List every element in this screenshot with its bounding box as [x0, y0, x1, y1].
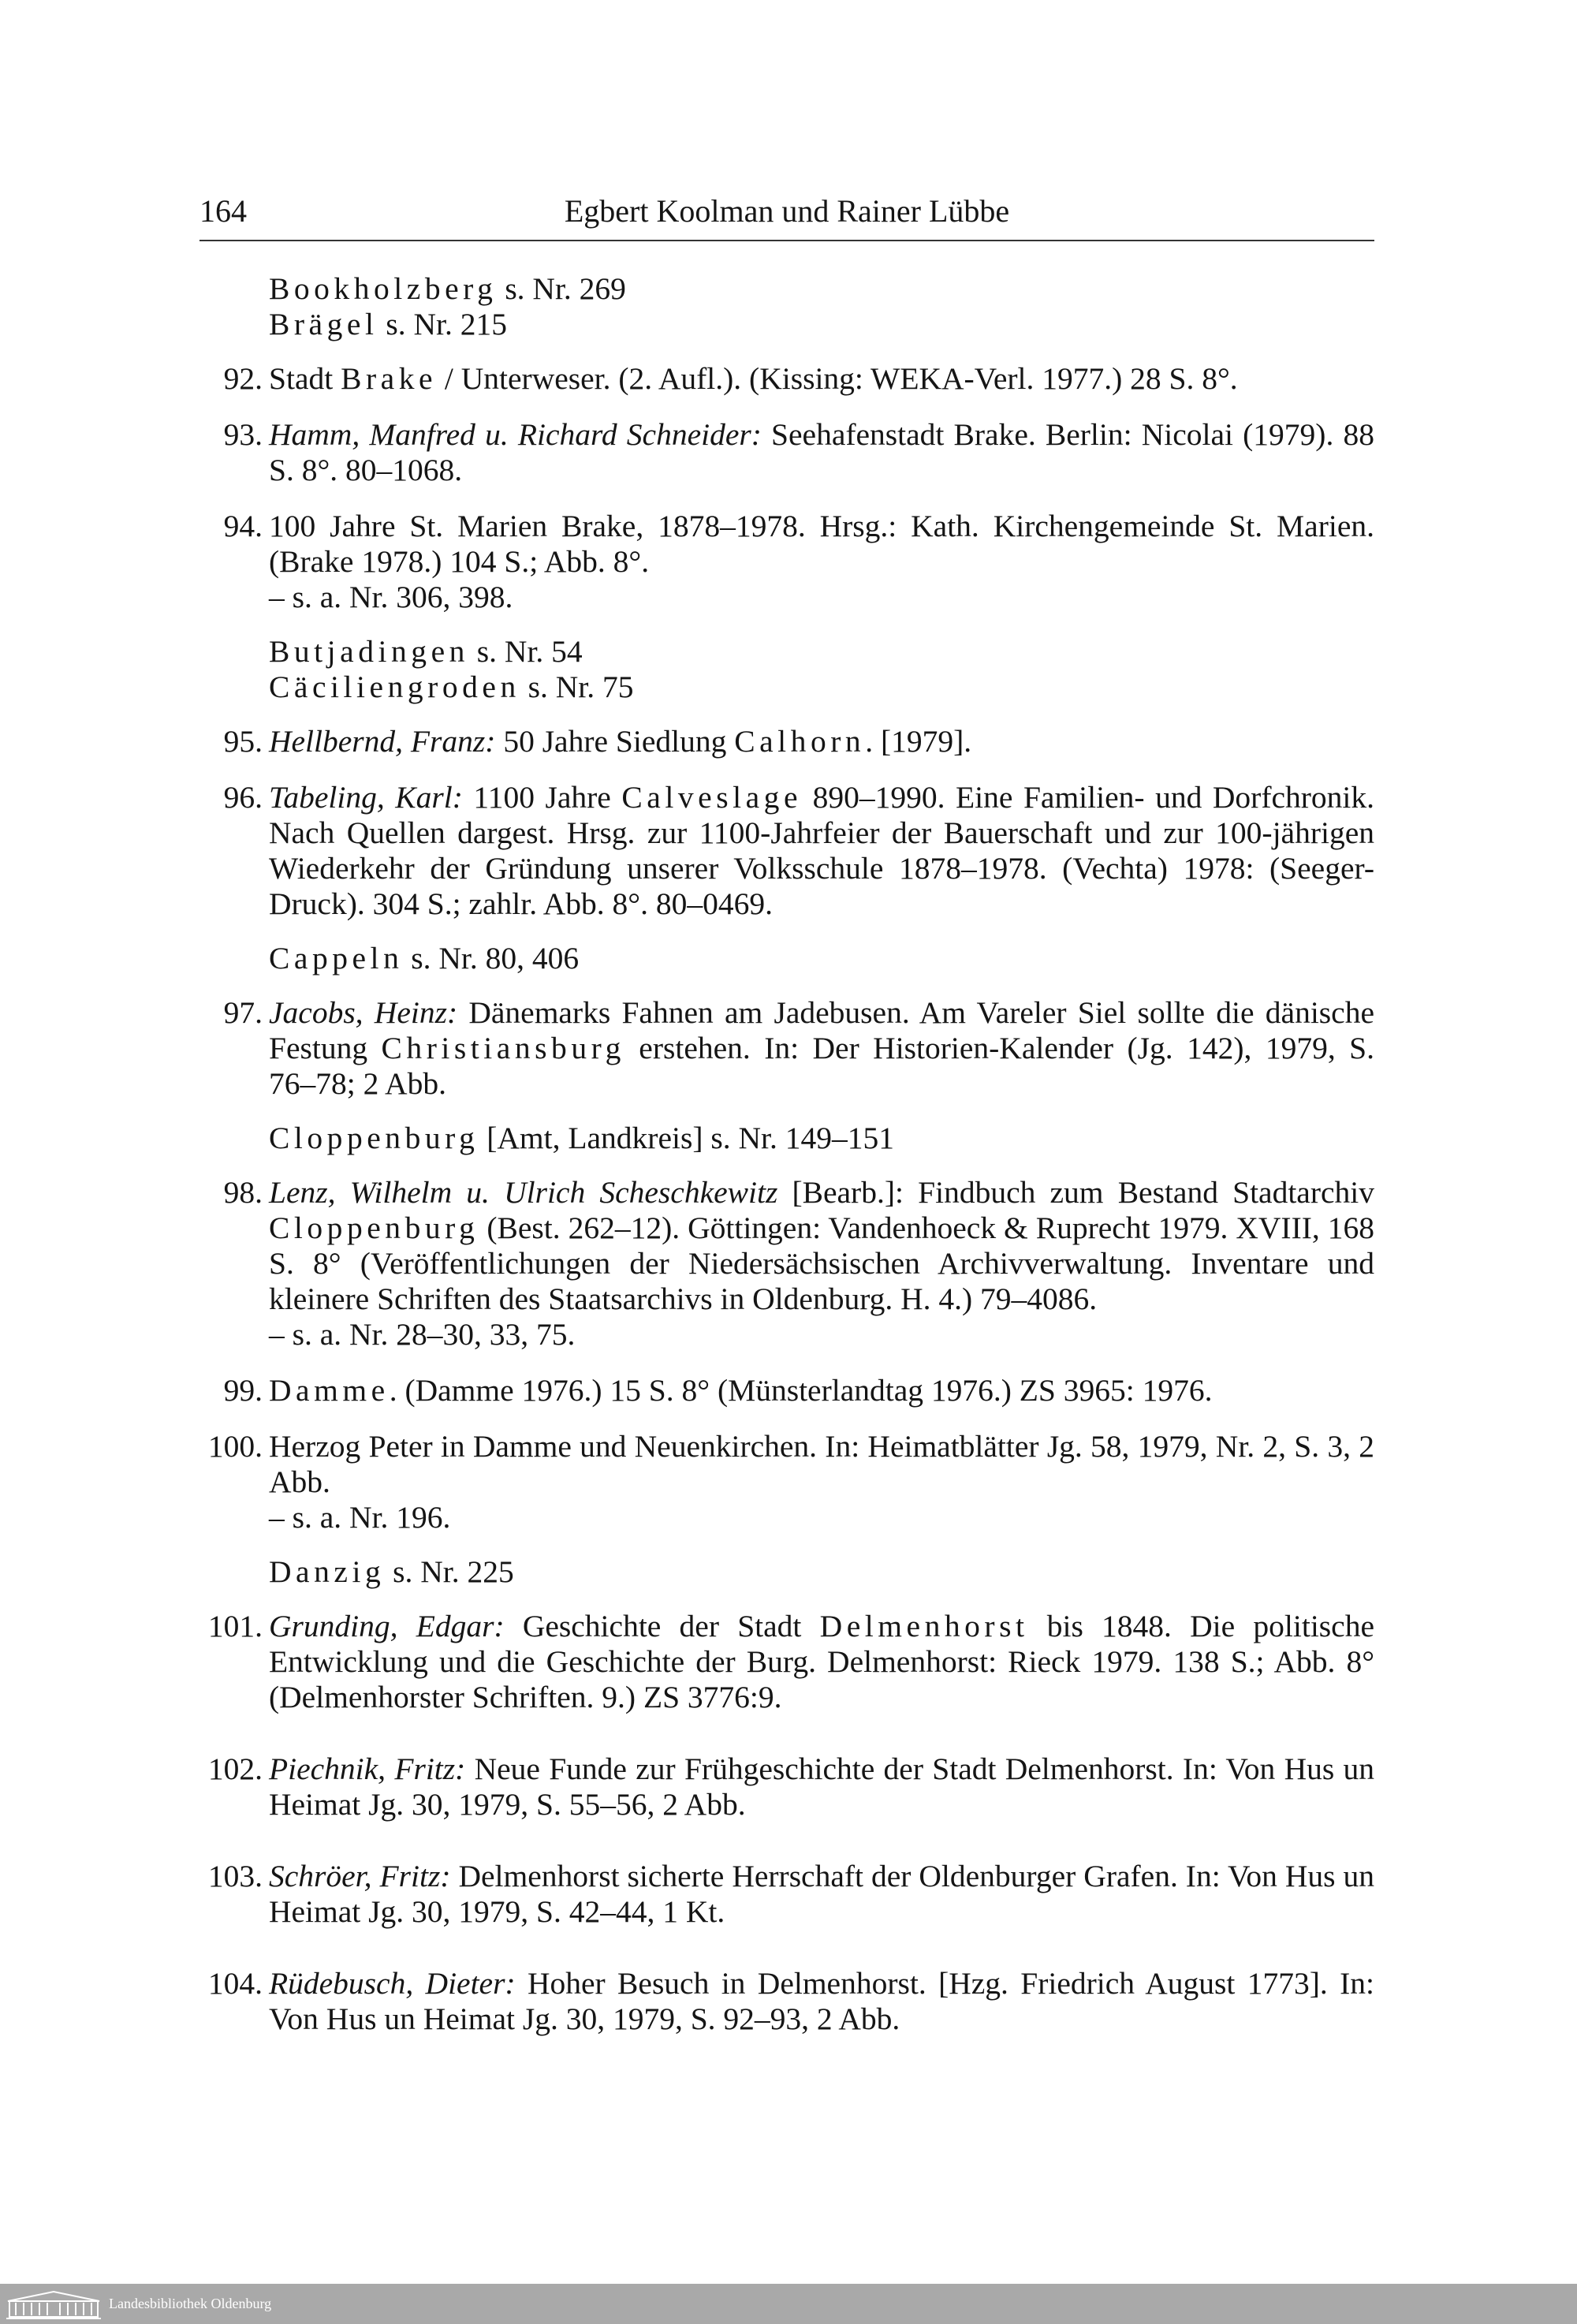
- entry-author: Hamm, Manfred u. Richard Schneider:: [269, 417, 762, 452]
- entry-author: Piechnik, Fritz:: [269, 1751, 466, 1786]
- entry-number: 99.: [223, 1373, 263, 1408]
- see-reference: [199, 670, 1374, 705]
- entry-number: 97.: [223, 995, 263, 1030]
- library-name: Landesbibliothek Oldenburg: [109, 2296, 272, 2311]
- see-reference: [199, 271, 1374, 307]
- entry-number: 98.: [223, 1175, 263, 1210]
- bib-entry: [199, 417, 1374, 488]
- entry-text: 100 Jahre St. Marien Brake, 1878–1978. Hrsg.: Kath. Kirchengemeinde St. Marien. (Brake 1978.) 104 S.; Abb. 8°.: [269, 509, 1374, 579]
- entry-text: 50 Jahre Siedlung: [495, 724, 735, 759]
- entry-text: Herzog Peter in Damme und Neuenkirchen. In: Heimatblätter Jg. 58, 1979, Nr. 2, S. 3, 2 Abb.: [269, 1429, 1374, 1499]
- bib-entry: [199, 509, 1374, 580]
- place-keyword: Bookholzberg: [269, 271, 498, 306]
- see-ref: [Amt, Landkreis] s. Nr. 149–151: [487, 1121, 894, 1155]
- entry-text: 1100 Jahre: [462, 780, 622, 815]
- bib-entry: [199, 1751, 1374, 1822]
- bib-entry: [199, 1859, 1374, 1930]
- see-reference: [199, 634, 1374, 670]
- entry-number: 100.: [207, 1429, 263, 1464]
- place-keyword: Cloppenburg: [269, 1121, 479, 1155]
- bib-entry: [199, 1175, 1374, 1317]
- bib-entry: [199, 1609, 1374, 1715]
- library-footer-bar: [0, 2284, 1577, 2324]
- cross-reference: – s. a. Nr. 196.: [269, 1500, 451, 1535]
- see-ref: s. Nr. 215: [386, 307, 507, 341]
- place-keyword: Cappeln: [269, 941, 404, 975]
- running-header: [199, 188, 1374, 235]
- place-keyword: Butjadingen: [269, 634, 469, 669]
- entry-text: Geschichte der Stadt: [504, 1609, 820, 1643]
- entry-number: 102.: [207, 1751, 263, 1786]
- entry-text: Stadt: [269, 361, 341, 396]
- entry-text: Dänemarks Fahnen am Jadebusen. Am Vareler Siel sollte die dänische Festung: [269, 995, 1374, 1065]
- entry-number: 96.: [223, 780, 263, 815]
- cross-reference: – s. a. Nr. 306, 398.: [269, 580, 513, 614]
- see-ref: s. Nr. 269: [505, 271, 626, 306]
- see-reference: [199, 941, 1374, 976]
- entry-text: bis 1848. Die politische Entwicklung und die Geschichte der Burg. Delmenhorst: Rieck 1979. 138 S.; Abb. 8° (Delmenhorster Schriften. 9.) ZS 3776:9.: [269, 1609, 1374, 1714]
- bibliography-list: [199, 271, 1374, 2037]
- entry-number: 95.: [223, 724, 263, 759]
- bib-entry: [199, 1373, 1374, 1408]
- see-reference: [199, 1554, 1374, 1590]
- entry-number: 103.: [207, 1859, 263, 1893]
- running-title: Egbert Koolman und Rainer Lübbe: [564, 193, 1010, 229]
- entry-text: / Unterweser. (2. Aufl.). (Kissing: WEKA-Verl. 1977.) 28 S. 8°.: [437, 361, 1238, 396]
- entry-text: erstehen. In: Der Historien-Kalender (Jg. 142), 1979, S. 76–78; 2 Abb.: [269, 1031, 1374, 1101]
- library-building-icon: [5, 2289, 103, 2320]
- place-keyword: Christiansburg: [381, 1031, 625, 1065]
- entry-number: 104.: [207, 1966, 263, 2001]
- place-keyword: Cloppenburg: [269, 1210, 479, 1245]
- see-reference: [199, 307, 1374, 342]
- entry-author: Lenz, Wilhelm u. Ulrich Scheschkewitz: [269, 1175, 778, 1210]
- place-keyword: Calhorn: [734, 724, 866, 759]
- bib-entry: [199, 724, 1374, 759]
- see-ref: s. Nr. 80, 406: [411, 941, 580, 975]
- bib-entry: [199, 995, 1374, 1102]
- see-reference: [199, 1121, 1374, 1156]
- entry-text: (Best. 262–12). Göttingen: Vandenhoeck & Ruprecht 1979. XVIII, 168 S. 8° (Veröffentlichungen der Niedersächsischen Archivverwaltung. Inventare und kleinere Schriften des Staatsarchivs in Oldenburg. H. 4.) 79–4086.: [269, 1210, 1374, 1316]
- bib-entry: [199, 1966, 1374, 2037]
- entry-number: 101.: [207, 1609, 263, 1643]
- entry-text: Neue Funde zur Frühgeschichte der Stadt Delmenhorst. In: Von Hus un Heimat Jg. 30, 1979, S. 55–56, 2 Abb.: [269, 1751, 1375, 1822]
- header-rule: [199, 240, 1374, 241]
- entry-author: Grunding, Edgar:: [269, 1609, 505, 1643]
- bib-entry: [199, 361, 1374, 397]
- page-number: 164: [199, 193, 247, 229]
- entry-author: Hellbernd, Franz:: [269, 724, 496, 759]
- entry-text: 890–1990. Eine Familien- und Dorfchronik. Nach Quellen dargest. Hrsg. zur 1100-Jahrfeier der Bauerschaft und zur 100-jährigen Wiederkehr der Gründung unserer Volksschule 1878–1978. (Vechta) 1978: (Seeger-Druck). 304 S.; zahlr. Abb. 8°. 80–0469.: [269, 780, 1375, 921]
- bib-entry: [199, 1429, 1374, 1500]
- entry-author: Jacobs, Heinz:: [269, 995, 458, 1030]
- place-keyword: Delmenhorst: [819, 1609, 1029, 1643]
- see-ref: s. Nr. 75: [528, 670, 634, 704]
- place-keyword: Brägel: [269, 307, 378, 341]
- entry-text: Hoher Besuch in Delmenhorst. [Hzg. Friedrich August 1773]. In: Von Hus un Heimat Jg. 30, 1979, S. 92–93, 2 Abb.: [269, 1966, 1374, 2036]
- place-keyword: Cäciliengroden: [269, 670, 520, 704]
- bib-entry: [199, 780, 1374, 922]
- entry-text: [Bearb.]: Findbuch zum Bestand Stadtarchiv: [777, 1175, 1375, 1210]
- place-keyword: Damme: [269, 1373, 390, 1408]
- entry-author: Rüdebusch, Dieter:: [269, 1966, 516, 2001]
- place-keyword: Calveslage: [621, 780, 803, 815]
- place-keyword: Danzig: [269, 1554, 386, 1589]
- entry-text: Seehafenstadt Brake. Berlin: Nicolai (1979). 88 S. 8°. 80–1068.: [269, 417, 1374, 487]
- see-ref: s. Nr. 54: [476, 634, 583, 669]
- entry-number: 93.: [223, 417, 263, 452]
- entry-text: . [1979].: [865, 724, 972, 759]
- entry-text: . (Damme 1976.) 15 S. 8° (Münsterlandtag 1976.) ZS 3965: 1976.: [389, 1373, 1213, 1408]
- entry-text: Delmenhorst sicherte Herrschaft der Oldenburger Grafen. In: Von Hus un Heimat Jg. 30, 1979, S. 42–44, 1 Kt.: [269, 1859, 1374, 1929]
- place-keyword: Brake: [341, 361, 438, 396]
- entry-number: 94.: [223, 509, 263, 543]
- entry-author: Tabeling, Karl:: [269, 780, 463, 815]
- entry-author: Schröer, Fritz:: [269, 1859, 451, 1893]
- see-ref: s. Nr. 225: [393, 1554, 514, 1589]
- cross-reference: – s. a. Nr. 28–30, 33, 75.: [269, 1317, 576, 1352]
- entry-number: 92.: [223, 361, 263, 396]
